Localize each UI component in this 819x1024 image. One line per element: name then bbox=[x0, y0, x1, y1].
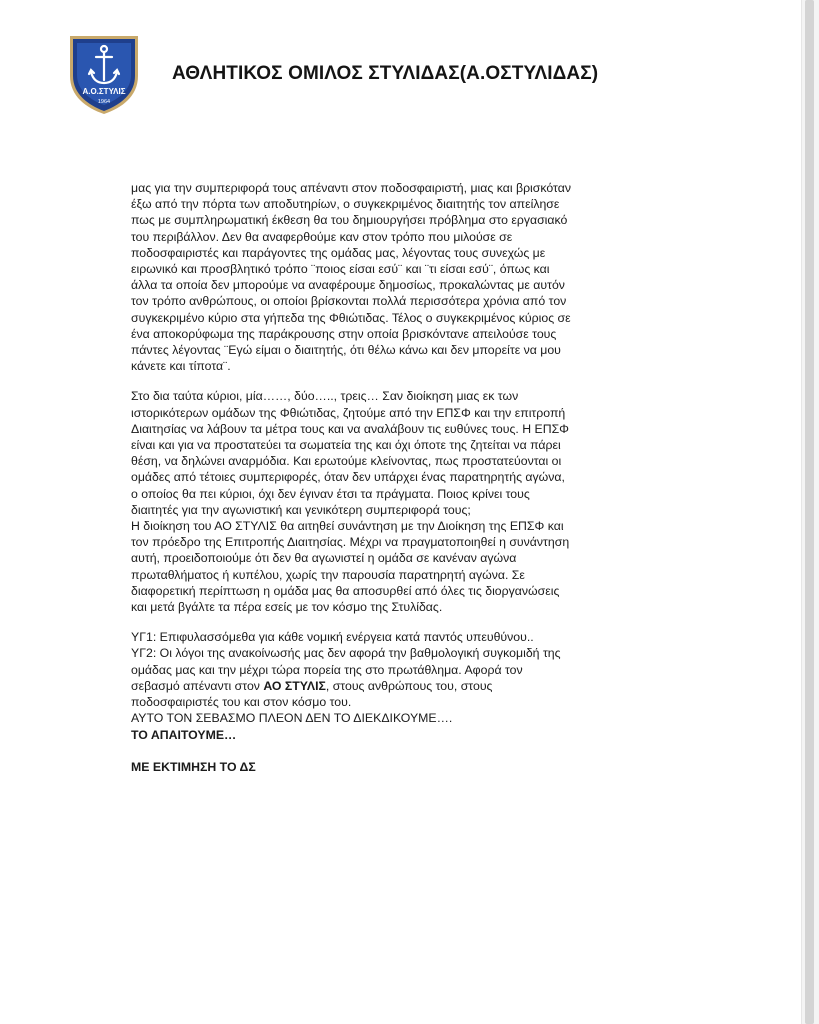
text-line: μας για την συμπεριφορά τους απέναντι στον ποδοσφαιριστή, μιας και βρισκόταν bbox=[131, 181, 571, 195]
text-line: διαιτητές για την αγωνιστική και γενικότερη συμπεριφορά τους; bbox=[131, 502, 471, 517]
text-line: ένα αποκορύφωμα της παράκρουσης στην οποία βρισκόντανε απειλούσε τους bbox=[131, 326, 557, 341]
text-line: Διαιτησίας να λάβουν τα μέτρα τους και να αναλάβουν τις ευθύνες τους. Η ΕΠΣΦ bbox=[131, 421, 569, 436]
text-line: ομάδας μας και την μέχρι τώρα πορεία της στο πρωτάθλημα. Αφορά τον bbox=[131, 662, 523, 677]
text-line: αυτή, προειδοποιούμε ότι δεν θα αγωνιστεί η ομάδα σε κανέναν αγώνα bbox=[131, 551, 517, 566]
respect-line bbox=[131, 678, 687, 694]
text-line: κάνετε και τίποτα¨. bbox=[131, 359, 231, 374]
text-line: είναι και για να προστατεύει τα σωματεία της και όχι όποτε της ζητείται να πάρει bbox=[131, 438, 561, 453]
text-line: διαφορετική περίπτωση η ομάδα μας θα αποσυρθεί από όλες τις διοργανώσεις bbox=[131, 583, 560, 598]
paragraph-demands bbox=[131, 388, 687, 615]
scrollbar-track[interactable] bbox=[801, 0, 819, 1024]
text-line: ιστορικότερων ομάδων της Φθιώτιδας, ζητούμε από την ΕΠΣΦ και την επιτροπή bbox=[131, 405, 566, 420]
logo-year: 1964 bbox=[97, 99, 111, 105]
text-line: ποδοσφαιριστές του και στον κόσμο του. bbox=[131, 695, 352, 710]
text-line: άλλα τα οποία δεν μπορούμε να αναφέρουμε δημοσίως, προκαλώντας με αυτόν bbox=[131, 278, 565, 293]
signoff: ΜΕ ΕΚΤΙΜΗΣΗ ΤΟ ΔΣ bbox=[131, 759, 256, 774]
text-line: και μετά βγάλτε τα πέρα εσείς με τον κόσμο της Στυλίδας. bbox=[131, 600, 443, 615]
text-line: πρωταθλήματος ή κυπέλου, χωρίς την παρουσία παρατηρητή αγώνα. Σε bbox=[131, 567, 525, 582]
text-line: ο οποίος θα πει κύριοι, όχι δεν έγιναν έτσι τα πράγματα. Ποιος κρίνει τους bbox=[131, 486, 530, 501]
scrollbar-thumb[interactable] bbox=[805, 0, 814, 1024]
text-line: τον τρόπο ανθρώπους, οι οποίοι βρίσκονται πολλά περισσότερα χρόνια από τον bbox=[131, 294, 567, 309]
text-line: Η διοίκηση του ΑΟ ΣΤΥΛΙΣ θα αιτηθεί συνάντηση με την Διοίκηση της ΕΠΣΦ και bbox=[131, 519, 564, 534]
demand-line: ΤΟ ΑΠΑΙΤΟΥΜΕ… bbox=[131, 727, 237, 742]
respect-line-after: , στους ανθρώπους του, στους bbox=[325, 678, 493, 693]
text-line: Στο δια ταύτα κύριοι, μία……, δύο….., τρεις… Σαν διοίκηση μιας εκ των bbox=[131, 389, 519, 404]
text-line: ομάδες από τέτοιες συμπεριφορές, όταν δεν υπάρχει ένας παρατηρητής αγώνα, bbox=[131, 470, 565, 485]
text-line: συγκεκριμένο κύριο στα γήπεδα της Φθιώτιδας. Τέλος ο συγκεκριμένος κύριος σε bbox=[131, 310, 571, 325]
paragraph-postscript bbox=[131, 629, 687, 742]
text-line: ειρωνικό και προσβλητικό τρόπο ¨ποιος είσαι εσύ¨ και ¨τι είσαι εσύ¨, όπως και bbox=[131, 262, 550, 277]
organization-title: ΑΘΛΗΤΙΚΟΣ ΟΜΙΛΟΣ ΣΤΥΛΙΔΑΣ(Α.ΟΣΤΥΛΙΔΑΣ) bbox=[172, 63, 599, 84]
text-line: πάντες λέγοντας ¨Εγώ είμαι ο διαιτητής, ότι θέλω κάνω και δεν μπορείτε να μου bbox=[131, 343, 561, 358]
logo-text: Α.Ο.ΣΤΥΛΙΣ bbox=[82, 87, 126, 96]
club-crest-logo bbox=[67, 32, 141, 116]
text-line: του περιβάλλον. Δεν θα αναφερθούμε καν στον τρόπο που μιλούσε σε bbox=[131, 229, 513, 244]
letter-body bbox=[131, 180, 687, 775]
text-line: ΥΓ1: Επιφυλασσόμεθα για κάθε νομική ενέργεια κατά παντός υπευθύνου.. bbox=[131, 630, 534, 645]
respect-line-before: σεβασμό απέναντι στον bbox=[131, 678, 264, 693]
text-line: έξω από την πόρτα των αποδυτηρίων, ο συγκεκριμένος διαιτητής τον απείλησε bbox=[131, 197, 560, 212]
text-line: τον πρόεδρο της Επιτροπής Διαιτησίας. Μέχρι να πραγματοποιηθεί η συνάντηση bbox=[131, 535, 570, 550]
text-line: πως με συμπληρωματική έκθεση θα του δημιουργήσει πρόβλημα στο εργασιακό bbox=[131, 213, 568, 228]
paragraph-conduct bbox=[131, 180, 687, 374]
text-line: ΥΓ2: Οι λόγοι της ανακοίνωσής μας δεν αφορά την βαθμολογική συγκομιδή της bbox=[131, 646, 561, 661]
text-line: ΑΥΤΟ ΤΟΝ ΣΕΒΑΣΜΟ ΠΛΕΟΝ ΔΕΝ ΤΟ ΔΙΕΚΔΙΚΟΥΜΕ…. bbox=[131, 711, 453, 726]
club-name-bold: ΑΟ ΣΤΥΛΙΣ bbox=[263, 678, 326, 693]
text-line: ποδοσφαιριστές και παράγοντες της ομάδας μας, λέγοντας τους συνεχώς με bbox=[131, 245, 546, 260]
text-line: θέση, να δηλώνει αναρμόδια. Και ερωτούμε κλείνοντας, πως προστατεύονται οι bbox=[131, 454, 562, 469]
